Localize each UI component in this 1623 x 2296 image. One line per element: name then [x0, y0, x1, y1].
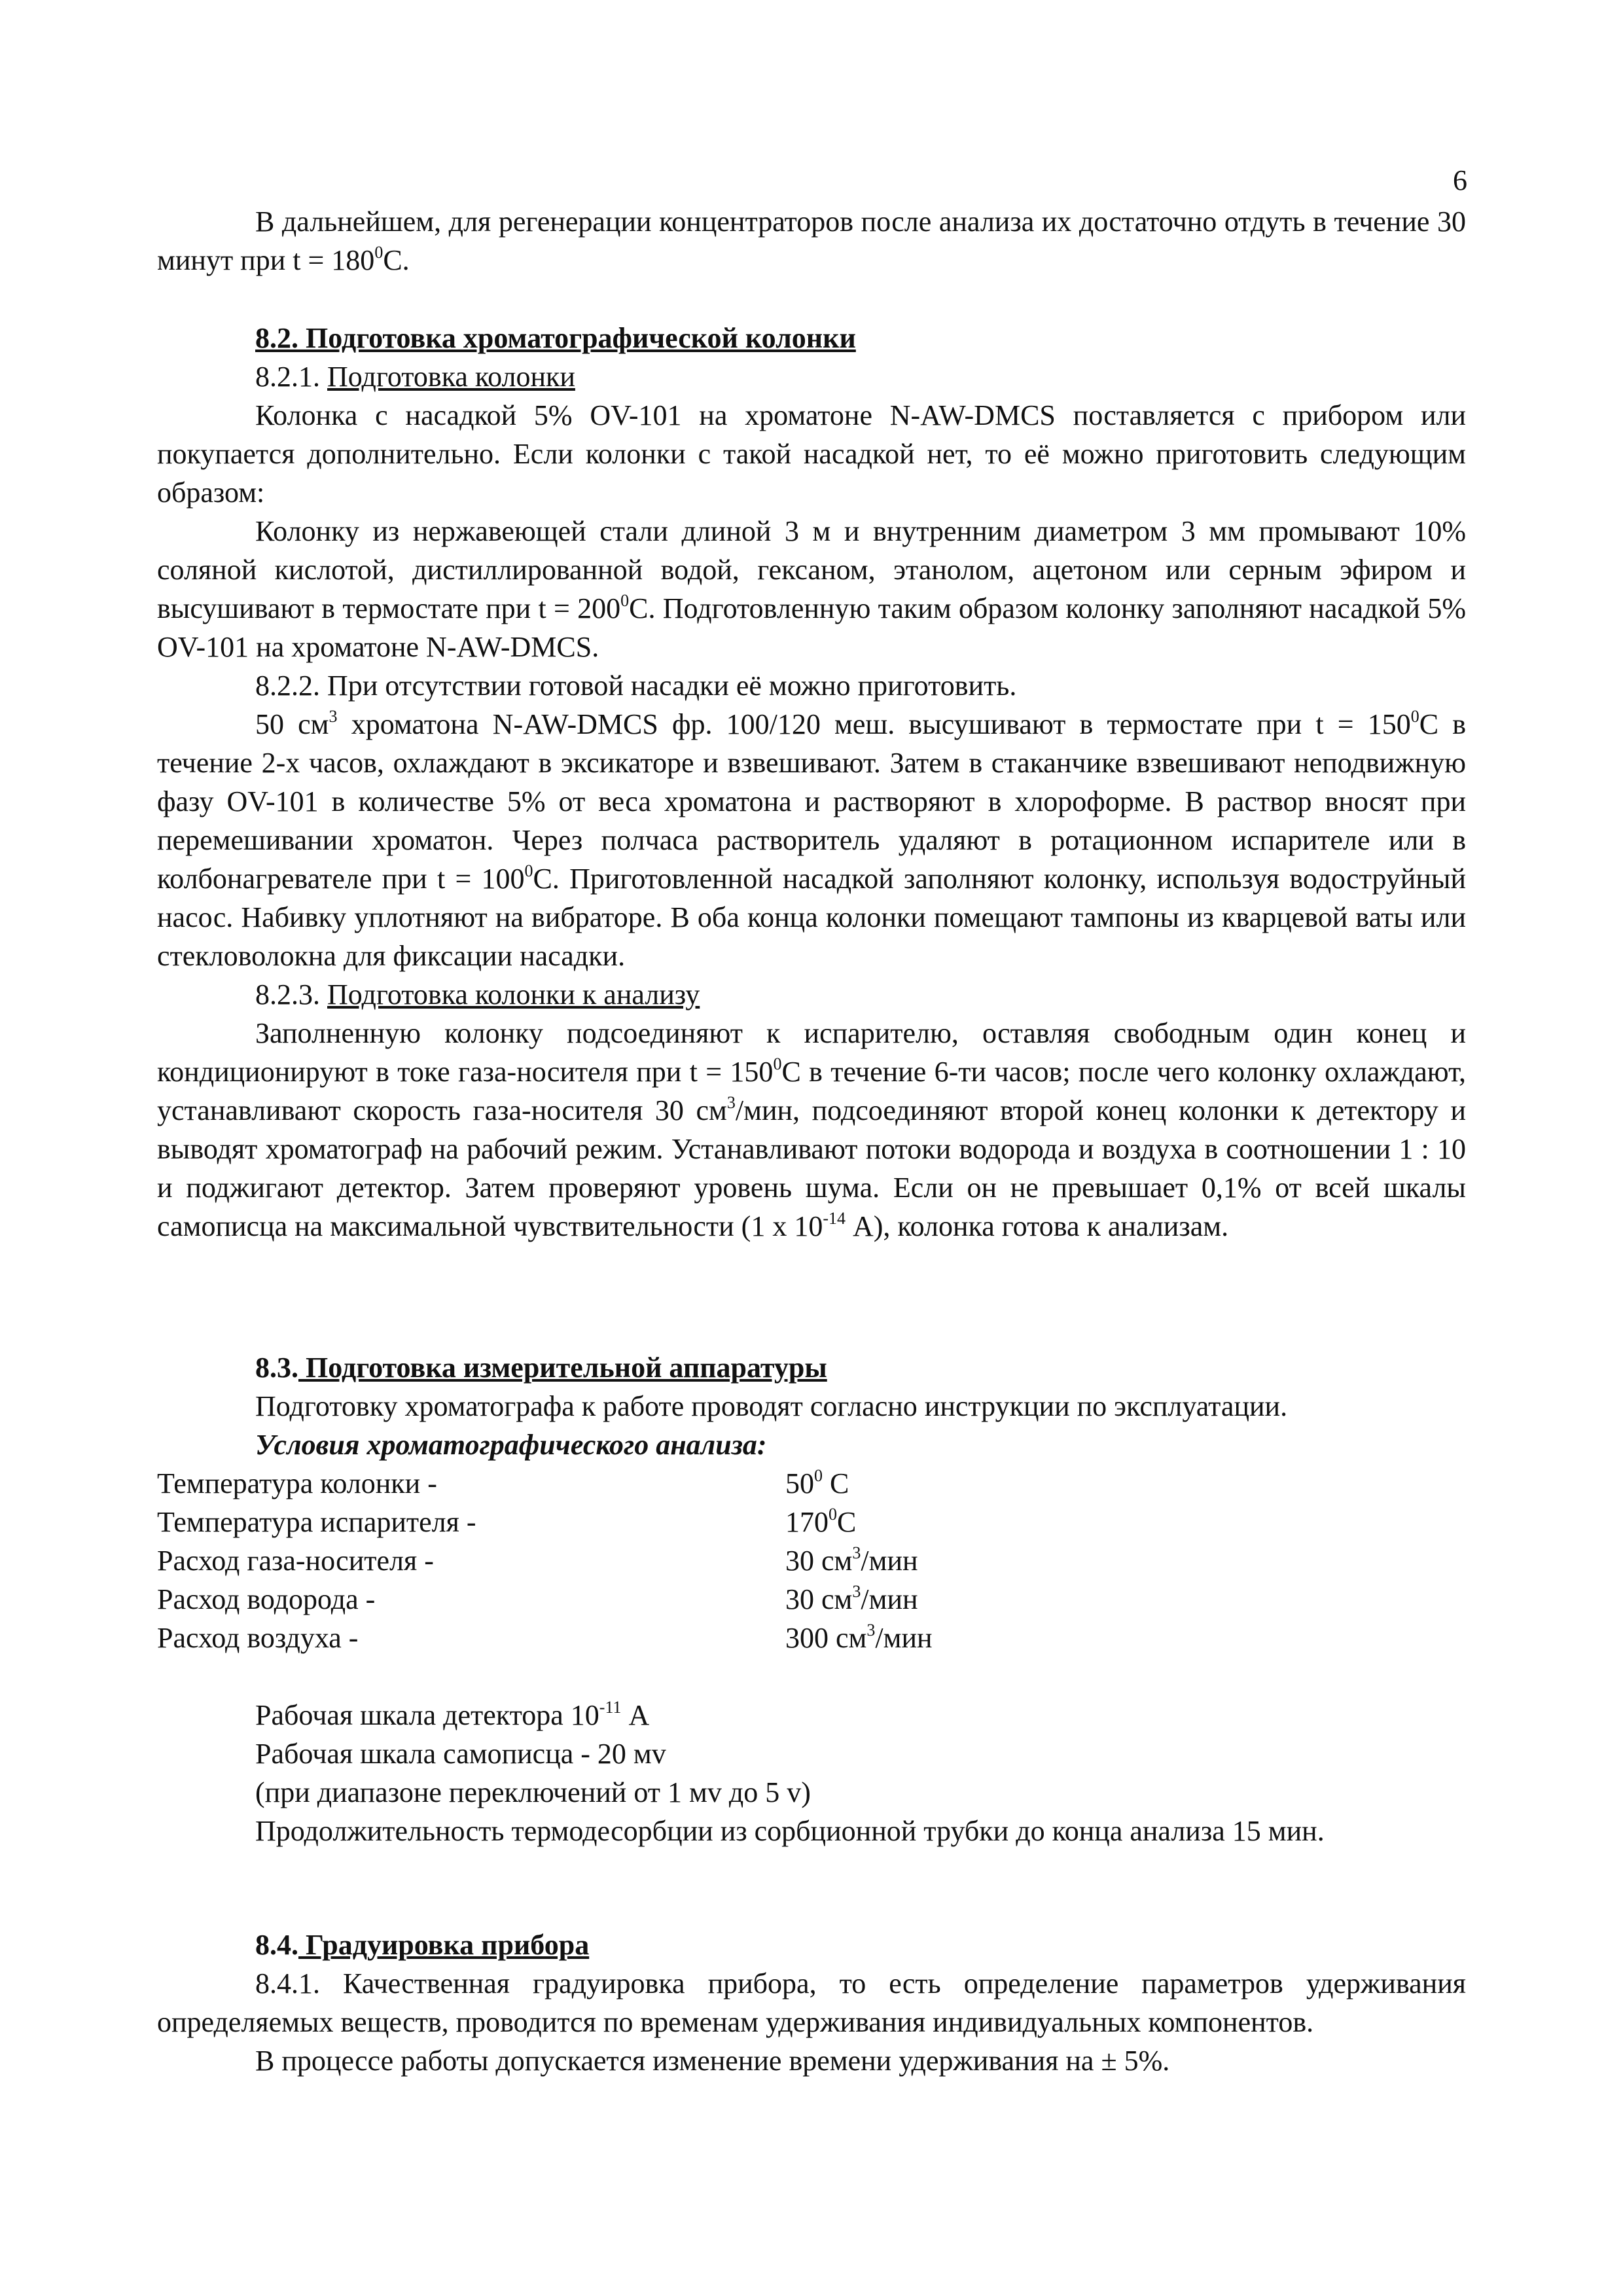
subsection-8-2-1-title: Подготовка колонки [327, 361, 575, 393]
subsection-8-2-3-title: Подготовка колонки к анализу [327, 978, 700, 1011]
paragraph-apparatus: Подготовку хроматографа к работе проводят согласно инструкции по эксплуатации. [255, 1390, 1288, 1422]
paragraph-column-supply: Колонка с насадкой 5% OV-101 на хроматоне N-AW-DMCS поставляется с прибором или покупается дополнительно. Если колонки с такой насадкой нет, то её можно приготовить следующим образом: [157, 399, 1466, 509]
condition-row: Расход воздуха - 300 $см^3$/мин [157, 1621, 933, 1654]
desorption-duration: Продолжительность термодесорбции из сорбционной трубки до конца анализа 15 мин. [255, 1815, 1325, 1847]
section-8-4-heading: Градуировка прибора [298, 1929, 590, 1961]
intro-paragraph: В дальнейшем, для регенерации концентраторов после анализа их достаточно отдуть в течение 30 минут при $t = 180^0С$. [157, 206, 1466, 276]
conditions-table [157, 1464, 1466, 1657]
paragraph-packing-prep: 50 $см^3$ хроматона N-AW-DMCS фр. 100/120 меш. высушивают в термостате при $t = 150^0С$ в течение 2-х часов, охлаждают в эксикаторе и взвешивают. Затем в стаканчике взвешивают неподвижную фазу OV-101 в количестве 5% от веса хроматона и растворяют в хлороформе. В раствор вносят при перемешивании хроматон. Через полчаса растворитель удаляют в ротационном испарителе или в колбонагревателе при $t = 100^0С$. Приготовленной насадкой заполняют колонку, используя водоструйный насос. Набивку уплотняют на вибраторе. В оба конца колонки помещают тампоны из кварцевой ваты или стекловолокна для фиксации насадки. [157, 707, 1466, 972]
paragraph-tolerance: В процессе работы допускается изменение времени удерживания на ± 5%. [255, 2045, 1170, 2077]
condition-row: Температура испарителя - $170^0С$ [157, 1505, 857, 1538]
section-8-3: 8.3. Подготовка измерительной аппаратуры Подготовку хроматографа к работе проводят согласно инструкции по эксплуатации. Условия хроматографического анализа: Температура колонки - $50^0$ С Температура испарителя - $170^0С$ Расход газа-носителя - 30 $см^3$/мин Расход водорода - 30 $см^3$/мин Расход воздуха - 300 $см^3$/мин Рабочая шкала детектора $10^{-11}$ А Рабочая шкала самописца - 20 мv (при диапазоне переключений от 1 мv до 5 v) Продолжительность термодесорбции из сорбционной трубки до конца анализа 15 мин. [157, 1348, 1466, 1850]
condition-row: Температура колонки - $50^0$ С [157, 1466, 849, 1499]
section-8-3-heading: Подготовка измерительной аппаратуры [298, 1352, 827, 1384]
paragraph-column-prep: Колонку из нержавеющей стали длиной 3 м и внутренним диаметром 3 мм промывают 10% соляной кислотой, дистиллированной водой, гексаном, этанолом, ацетоном или серным эфиром и высушивают в термостате при $t = 200^0С$. Подготовленную таким образом колонку заполняют насадкой 5% OV-101 на хроматоне N-AW-DMCS. [157, 515, 1466, 663]
section-8-2: 8.2. Подготовка хроматографической колонки 8.2.1. Подготовка колонки Колонка с насадкой 5% OV-101 на хроматоне N-AW-DMCS поставляется с прибором или покупается дополнительно. Если колонки с такой насадкой нет, то её можно приготовить следующим образом: Колонку из нержавеющей стали длиной 3 м и внутренним диаметром 3 мм промывают 10% соляной кислотой, дистиллированной водой, гексаном, этанолом, ацетоном или серным эфиром и высушивают в термостате при $t = 200^0С$. Подготовленную таким образом колонку заполняют насадкой 5% OV-101 на хроматоне N-AW-DMCS. 8.2.2. При отсутствии готовой насадки её можно приготовить. 50 $см^3$ хроматона N-AW-DMCS фр. 100/120 меш. высушивают в термостате при $t = 150^0С$ в течение 2-х часов, охлаждают в эксикаторе и взвешивают. Затем в стаканчике взвешивают неподвижную фазу OV-101 в количестве 5% от веса хроматона и растворяют в хлороформе. В раствор вносят при перемешивании хроматон. Через полчаса растворитель удаляют в ротационном испарителе или в колбонагревателе при $t = 100^0С$. Приготовленной насадкой заполняют колонку, используя водоструйный насос. Набивку уплотняют на вибраторе. В оба конца колонки помещают тампоны из кварцевой ваты или стекловолокна для фиксации насадки. 8.2.3. Подготовка колонки к анализу Заполненную колонку подсоединяют к испарителю, оставляя свободным один конец и кондиционируют в токе газа-носителя при $t = 150^0С$ в течение 6-ти часов; после чего колонку охлаждают, устанавливают скорость газа-носителя 30 $см^3$/мин, подсоединяют второй конец колонки к детектору и выводят хроматограф на рабочий режим. Устанавливают потоки водорода и воздуха в соотношении 1 : 10 и поджигают детектор. Затем проверяют уровень шума. Если он не превышает 0,1% от всей шкалы самописца на максимальной чувствительности (1 х $10^{-14}$ А), колонка готова к анализам. [157, 319, 1466, 1246]
switch-range: (при диапазоне переключений от 1 мv до 5 v) [255, 1776, 811, 1808]
detector-scale: Рабочая шкала детектора $10^{-11}$ А [255, 1698, 650, 1731]
section-8-2-heading: 8.2. Подготовка хроматографической колонки [255, 322, 856, 354]
paragraph-calibration: 8.4.1. Качественная градуировка прибора, то есть определение параметров удерживания определяемых веществ, проводится по временам удерживания индивидуальных компонентов. [157, 1967, 1466, 2038]
condition-row: Расход газа-носителя - 30 $см^3$/мин [157, 1543, 918, 1577]
recorder-scale: Рабочая шкала самописца - 20 мv [255, 1738, 666, 1770]
paragraph-conditioning: Заполненную колонку подсоединяют к испарителю, оставляя свободным один конец и кондиционируют в токе газа-носителя при $t = 150^0С$ в течение 6-ти часов; после чего колонку охлаждают, устанавливают скорость газа-носителя 30 $см^3$/мин, подсоединяют второй конец колонки к детектору и выводят хроматограф на рабочий режим. Устанавливают потоки водорода и воздуха в соотношении 1 : 10 и поджигают детектор. Затем проверяют уровень шума. Если он не превышает 0,1% от всей шкалы самописца на максимальной чувствительности (1 х $10^{-14}$ А), колонка готова к анализам. [157, 1017, 1466, 1242]
section-8-4: 8.4. Градуировка прибора 8.4.1. Качественная градуировка прибора, то есть определение параметров удерживания определяемых веществ, проводится по временам удерживания индивидуальных компонентов. В процессе работы допускается изменение времени удерживания на ± 5%. [157, 1926, 1466, 2080]
subsection-8-2-2: 8.2.2. При отсутствии готовой насадки её можно приготовить. [255, 670, 1017, 702]
condition-row: Расход водорода - 30 $см^3$/мин [157, 1582, 918, 1615]
page-number: 6 [1453, 164, 1467, 196]
conditions-title: Условия хроматографического анализа: [255, 1429, 767, 1461]
